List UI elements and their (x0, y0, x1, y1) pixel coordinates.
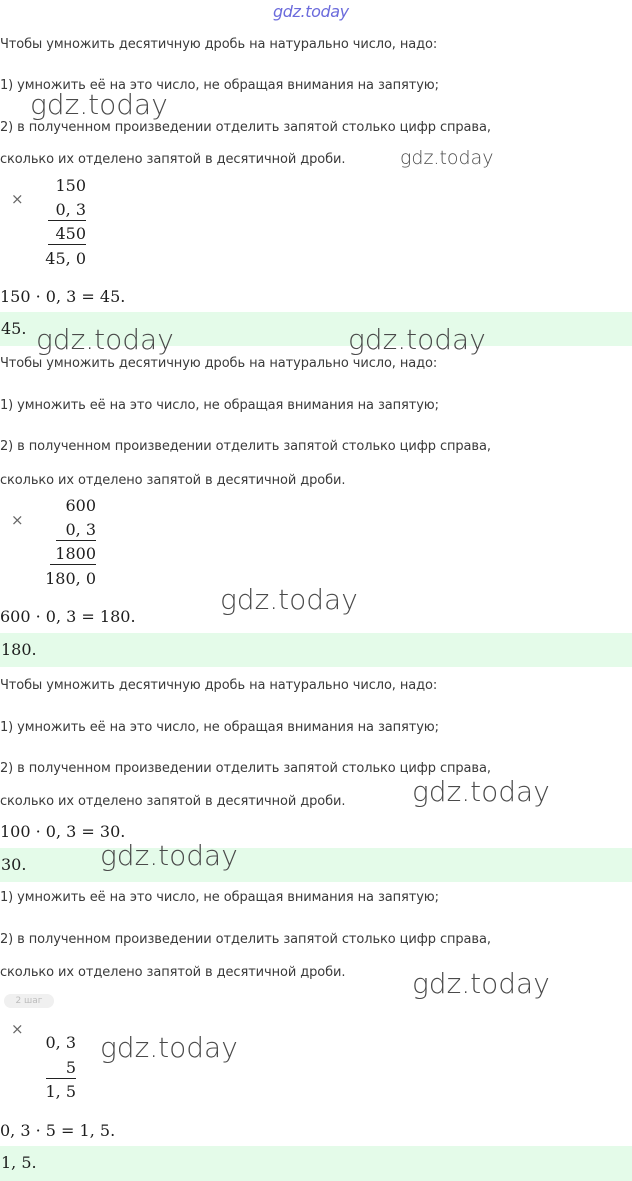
rule-intro: Чтобы умножить десятичную дробь на натурально число, надо: (0, 356, 438, 371)
answer-value: 30. (1, 855, 27, 874)
rule-step-1: 1) умножить её на это число, не обращая внимания на запятую; (0, 398, 439, 413)
answer-bar (0, 633, 632, 667)
column-result: 180, 0 (45, 569, 96, 588)
column-row: 5 (46, 1058, 76, 1079)
column-row: 0, 3 (45, 1033, 76, 1052)
watermark: gdz.today (412, 775, 550, 808)
watermark: gdz.today (400, 147, 494, 169)
watermark: gdz.today (36, 323, 174, 356)
answer-value: 45. (1, 319, 27, 338)
equation: 150 · 0, 3 = 45. (0, 287, 126, 306)
rule-step-2a: 2) в полученном произведении отделить запятой столько цифр справа, (0, 439, 491, 454)
site-watermark-header: gdz.today (273, 2, 349, 21)
column-row: 0, 3 (56, 520, 96, 541)
column-result: 1, 5 (45, 1082, 76, 1101)
watermark: gdz.today (100, 1031, 238, 1064)
watermark: gdz.today (30, 88, 168, 121)
column-row: 600 (65, 496, 96, 515)
rule-step-2a: 2) в полученном произведении отделить запятой столько цифр справа, (0, 932, 491, 947)
rule-step-2b: сколько их отделено запятой в десятичной дроби. (0, 152, 346, 167)
watermark: gdz.today (412, 967, 550, 1000)
rule-step-1: 1) умножить её на это число, не обращая внимания на запятую; (0, 78, 439, 93)
watermark: gdz.today (348, 323, 486, 356)
column-row: 150 (55, 176, 86, 195)
rule-intro: Чтобы умножить десятичную дробь на натурально число, надо: (0, 678, 438, 693)
column-row: 1800 (50, 544, 96, 565)
answer-bar (0, 1146, 632, 1181)
rule-step-1: 1) умножить её на это число, не обращая внимания на запятую; (0, 890, 439, 905)
answer-bar (0, 848, 632, 882)
equation: 0, 3 · 5 = 1, 5. (0, 1121, 116, 1140)
multiply-sign: × (11, 190, 24, 208)
watermark: gdz.today (220, 583, 358, 616)
rule-step-2b: сколько их отделено запятой в десятичной дроби. (0, 965, 346, 980)
multiply-sign: × (11, 1020, 24, 1038)
column-row: 450 (48, 224, 86, 245)
rule-step-2a: 2) в полученном произведении отделить запятой столько цифр справа, (0, 120, 491, 135)
multiply-sign: × (11, 511, 24, 529)
step-badge: 2 шаг (4, 994, 54, 1008)
answer-value: 180. (1, 640, 37, 659)
equation: 100 · 0, 3 = 30. (0, 822, 126, 841)
column-result: 45, 0 (45, 249, 86, 268)
rule-step-1: 1) умножить её на это число, не обращая внимания на запятую; (0, 720, 439, 735)
equation: 600 · 0, 3 = 180. (0, 607, 136, 626)
answer-value: 1, 5. (1, 1153, 37, 1172)
rule-step-2a: 2) в полученном произведении отделить запятой столько цифр справа, (0, 761, 491, 776)
rule-intro: Чтобы умножить десятичную дробь на натурально число, надо: (0, 37, 438, 52)
rule-step-2b: сколько их отделено запятой в десятичной дроби. (0, 794, 346, 809)
rule-step-2b: сколько их отделено запятой в десятичной дроби. (0, 473, 346, 488)
column-row: 0, 3 (48, 200, 86, 221)
watermark: gdz.today (100, 839, 238, 872)
